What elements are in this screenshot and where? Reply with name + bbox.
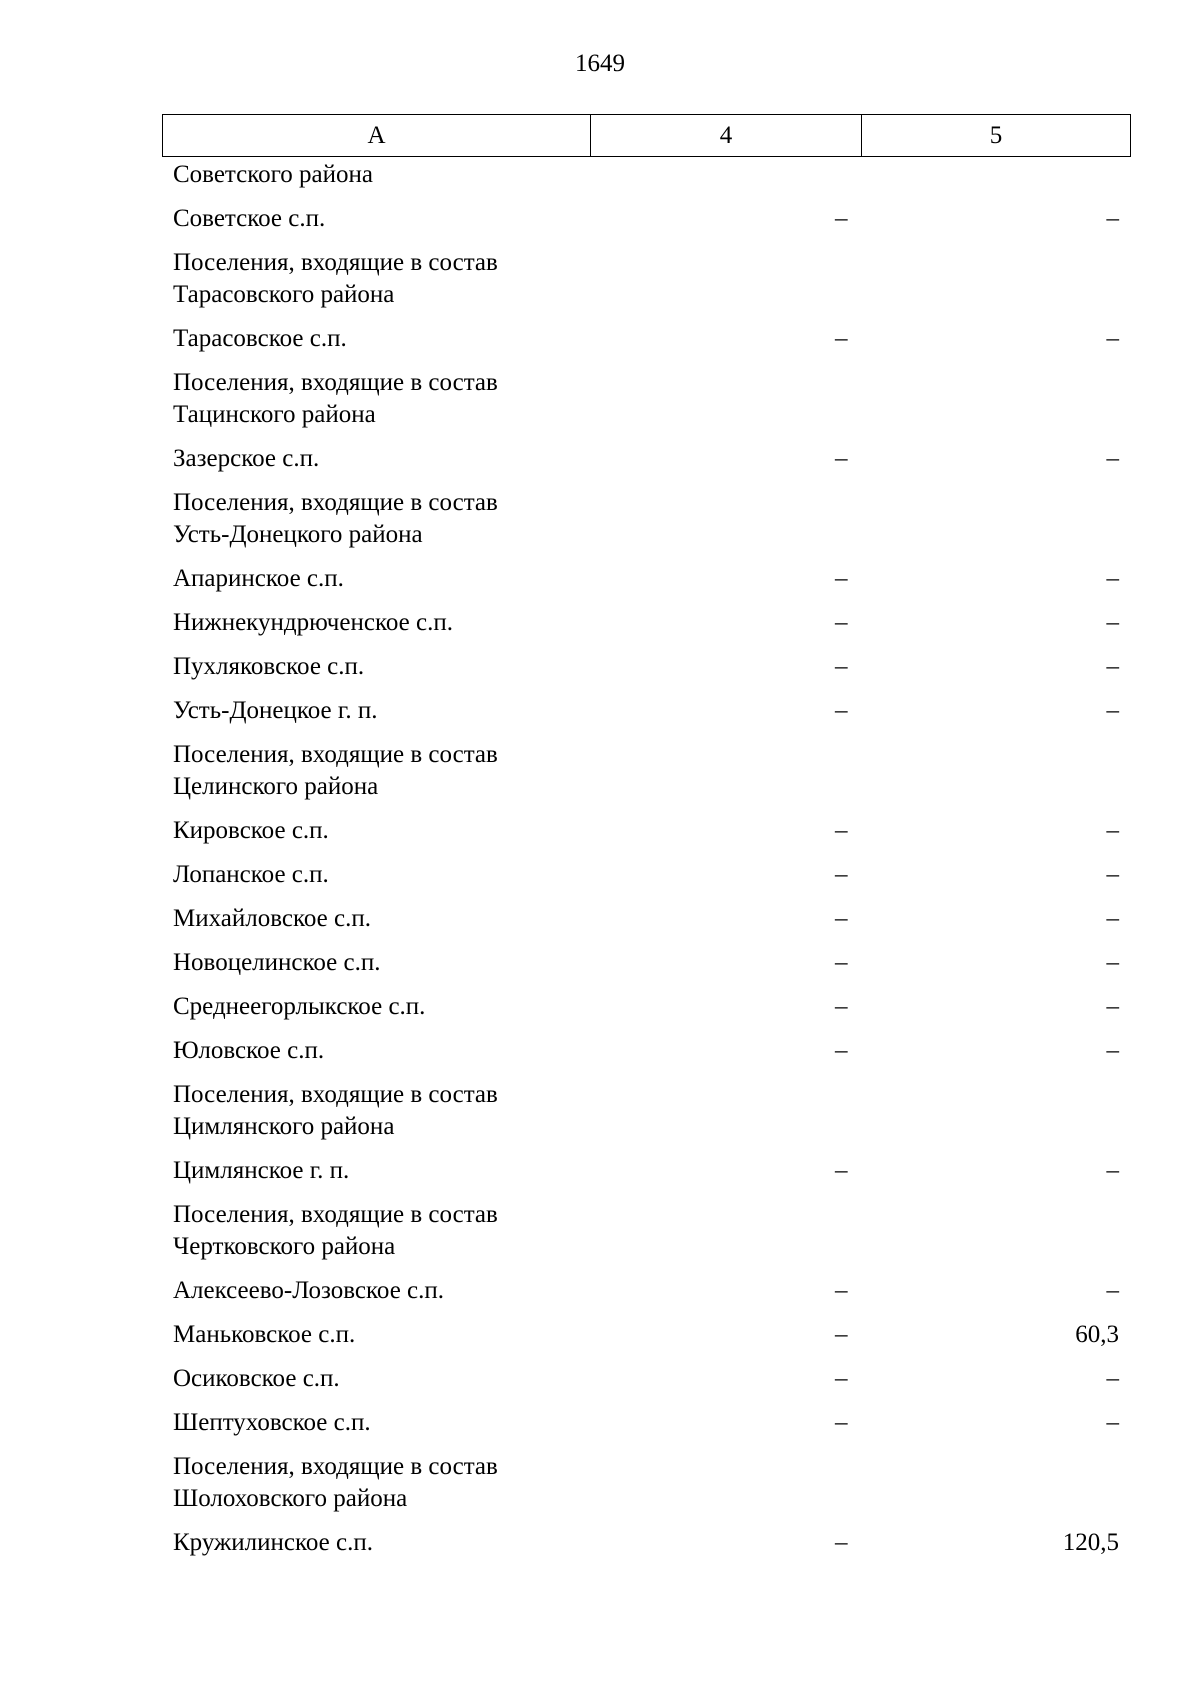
table-row [162, 605, 1131, 649]
row-name: Поселения, входящие в состав Тацинского района [173, 369, 498, 428]
table-row [162, 1153, 1131, 1197]
row-value-col5: – [1106, 861, 1119, 888]
column-header-4: 4 [591, 115, 862, 156]
row-name: Кружилинское с.п. [173, 1529, 373, 1556]
row-name: Лопанское с.п. [173, 861, 329, 888]
table-body [162, 157, 1131, 1569]
row-name: Тарасовское с.п. [173, 325, 347, 352]
column-header-5: 5 [989, 121, 1003, 149]
row-name: Зазерское с.п. [173, 445, 320, 472]
row-value-col4: – [835, 1277, 848, 1304]
row-value-col4: – [835, 697, 848, 724]
table-row [162, 321, 1131, 365]
column-header-a: А [163, 115, 591, 156]
table-row [162, 1273, 1131, 1317]
row-value-col5: – [1106, 993, 1119, 1020]
row-value-col5: – [1106, 445, 1119, 472]
table-group-row [162, 1077, 1131, 1153]
row-value-col5: – [1106, 817, 1119, 844]
row-name: Новоцелинское с.п. [173, 949, 381, 976]
row-name: Среднеегорлыкское с.п. [173, 993, 426, 1020]
page-number: 1649 [575, 50, 625, 77]
row-name: Поселения, входящие в состав Чертковского района [173, 1201, 498, 1260]
table-row [162, 561, 1131, 605]
table-row [162, 901, 1131, 945]
row-value-col4: – [835, 445, 848, 472]
row-name: Маньковское с.п. [173, 1321, 356, 1348]
table-row [162, 1317, 1131, 1361]
table-header [162, 114, 1131, 157]
row-value-col5: – [1106, 1409, 1119, 1436]
row-value-col5: – [1106, 1037, 1119, 1064]
row-name: Михайловское с.п. [173, 905, 371, 932]
row-value-col4: – [835, 905, 848, 932]
row-value-col4: – [835, 861, 848, 888]
table-row [162, 157, 1131, 201]
row-value-col4: – [835, 325, 848, 352]
table-group-row [162, 485, 1131, 561]
row-value-col4: – [835, 565, 848, 592]
table-group-row [162, 1197, 1131, 1273]
row-name: Кировское с.п. [173, 817, 329, 844]
table-row [162, 857, 1131, 901]
row-value-col5: – [1106, 565, 1119, 592]
table-row [162, 1361, 1131, 1405]
row-name: Алексеево-Лозовское с.п. [173, 1277, 445, 1304]
row-name: Поселения, входящие в состав Целинского района [173, 741, 498, 800]
table-row [162, 989, 1131, 1033]
row-name: Поселения, входящие в состав Усть-Донецкого района [173, 489, 498, 548]
row-name: Поселения, входящие в состав Шолоховского района [173, 1453, 498, 1512]
row-value-col5: – [1106, 1365, 1119, 1392]
row-value-col4: – [835, 609, 848, 636]
table-group-row [162, 245, 1131, 321]
table-group-row [162, 1449, 1131, 1525]
row-value-col4: – [835, 653, 848, 680]
row-value-col4: – [835, 1157, 848, 1184]
row-value-col5: – [1106, 325, 1119, 352]
row-value-col4: – [835, 205, 848, 232]
row-name: Апаринское с.п. [173, 565, 344, 592]
row-value-col4: – [835, 1037, 848, 1064]
row-name: Осиковское с.п. [173, 1365, 340, 1392]
row-name: Советское с.п. [173, 205, 326, 232]
table-row [162, 945, 1131, 989]
row-name: Нижнекундрюченское с.п. [173, 609, 453, 636]
row-name: Поселения, входящие в состав Цимлянского района [173, 1081, 498, 1140]
row-value-col5: 60,3 [1075, 1321, 1119, 1348]
table-row [162, 649, 1131, 693]
row-name: Советского района [173, 161, 373, 188]
row-value-col4: – [835, 993, 848, 1020]
row-name: Усть-Донецкое г. п. [173, 697, 378, 724]
row-value-col5: – [1106, 1277, 1119, 1304]
row-value-col4: – [835, 949, 848, 976]
row-value-col5: – [1106, 653, 1119, 680]
row-value-col4: – [835, 817, 848, 844]
table-group-row [162, 365, 1131, 441]
row-value-col5: – [1106, 205, 1119, 232]
row-name: Юловское с.п. [173, 1037, 325, 1064]
row-value-col5: – [1106, 905, 1119, 932]
row-value-col4: – [835, 1321, 848, 1348]
table-group-row [162, 737, 1131, 813]
row-value-col5: – [1106, 949, 1119, 976]
table-row [162, 441, 1131, 485]
row-name: Цимлянское г. п. [173, 1157, 350, 1184]
table-row [162, 201, 1131, 245]
table-row [162, 813, 1131, 857]
table-row [162, 1405, 1131, 1449]
row-value-col5: 120,5 [1062, 1529, 1119, 1556]
row-value-col5: – [1106, 609, 1119, 636]
table-row [162, 693, 1131, 737]
row-value-col4: – [835, 1529, 848, 1556]
row-name: Поселения, входящие в состав Тарасовского района [173, 249, 498, 308]
row-name: Пухляковское с.п. [173, 653, 365, 680]
row-value-col4: – [835, 1409, 848, 1436]
table-row [162, 1033, 1131, 1077]
row-name: Шептуховское с.п. [173, 1409, 371, 1436]
table-row [162, 1525, 1131, 1569]
row-value-col5: – [1106, 1157, 1119, 1184]
row-value-col4: – [835, 1365, 848, 1392]
row-value-col5: – [1106, 697, 1119, 724]
